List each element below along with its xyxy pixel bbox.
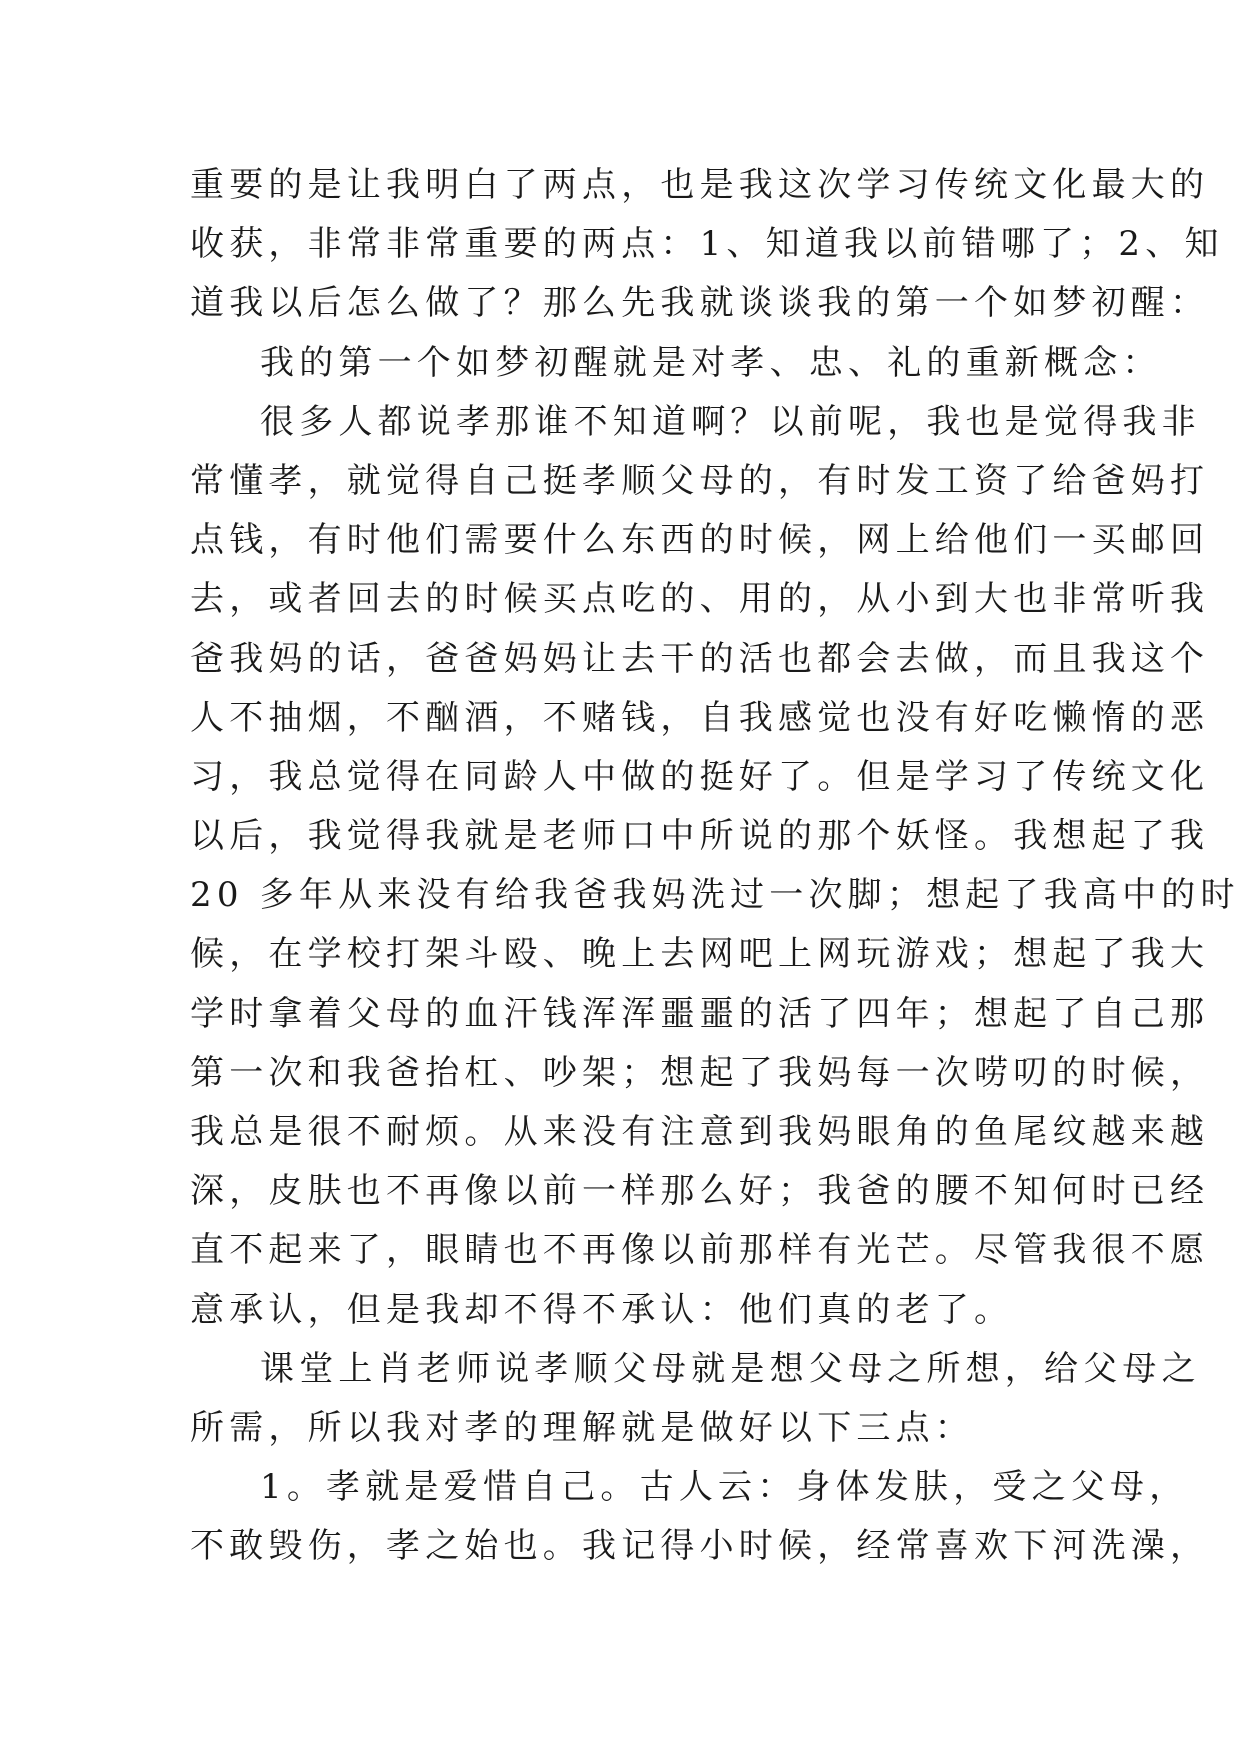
text-line: 深，皮肤也不再像以前一样那么好；我爸的腰不知何时已经 xyxy=(190,1171,1210,1212)
text-line: 爸我妈的话，爸爸妈妈让去干的活也都会去做，而且我这个 xyxy=(190,638,1210,679)
text-line: 直不起来了，眼睛也不再像以前那样有光芒。尽管我很不愿 xyxy=(190,1230,1210,1271)
text-line: 第一次和我爸抬杠、吵架；想起了我妈每一次唠叨的时候， xyxy=(190,1052,1210,1093)
text-line: 道我以后怎么做了？那么先我就谈谈我的第一个如梦初醒： xyxy=(190,283,1210,324)
text-line: 很多人都说孝那谁不知道啊？以前呢，我也是觉得我非 xyxy=(260,401,1201,442)
text-line: 以后，我觉得我就是老师口中所说的那个妖怪。我想起了我 xyxy=(190,816,1210,857)
text-line: 去，或者回去的时候买点吃的、用的，从小到大也非常听我 xyxy=(190,579,1210,620)
text-line: 所需，所以我对孝的理解就是做好以下三点： xyxy=(190,1407,974,1448)
text-line: 人不抽烟，不酗酒，不赌钱，自我感觉也没有好吃懒惰的恶 xyxy=(190,697,1210,738)
text-line: 候，在学校打架斗殴、晚上去网吧上网玩游戏；想起了我大 xyxy=(190,934,1210,975)
text-line: 20 多年从来没有给我爸我妈洗过一次脚；想起了我高中的时 xyxy=(190,875,1240,916)
text-line: 我总是很不耐烦。从来没有注意到我妈眼角的鱼尾纹越来越 xyxy=(190,1112,1210,1152)
text-line: 点钱，有时他们需要什么东西的时候，网上给他们一买邮回 xyxy=(190,520,1210,561)
text-line: 收获，非常非常重要的两点：1、知道我以前错哪了；2、知 xyxy=(190,224,1224,265)
text-line: 1。孝就是爱惜自己。古人云：身体发肤，受之父母， xyxy=(260,1467,1189,1508)
body-text xyxy=(190,156,1240,1577)
text-line: 常懂孝，就觉得自己挺孝顺父母的，有时发工资了给爸妈打 xyxy=(190,460,1210,501)
text-line: 习，我总觉得在同龄人中做的挺好了。但是学习了传统文化 xyxy=(190,756,1210,797)
text-line: 学时拿着父母的血汗钱浑浑噩噩的活了四年；想起了自己那 xyxy=(190,993,1210,1034)
text-line: 我的第一个如梦初醒就是对孝、忠、礼的重新概念： xyxy=(260,342,1162,383)
text-line: 不敢毁伤，孝之始也。我记得小时候，经常喜欢下河洗澡， xyxy=(190,1526,1210,1567)
text-line: 课堂上肖老师说孝顺父母就是想父母之所想，给父母之 xyxy=(260,1348,1201,1389)
text-line: 意承认，但是我却不得不承认：他们真的老了。 xyxy=(190,1289,1014,1330)
text-line: 重要的是让我明白了两点，也是我这次学习传统文化最大的 xyxy=(190,165,1210,205)
